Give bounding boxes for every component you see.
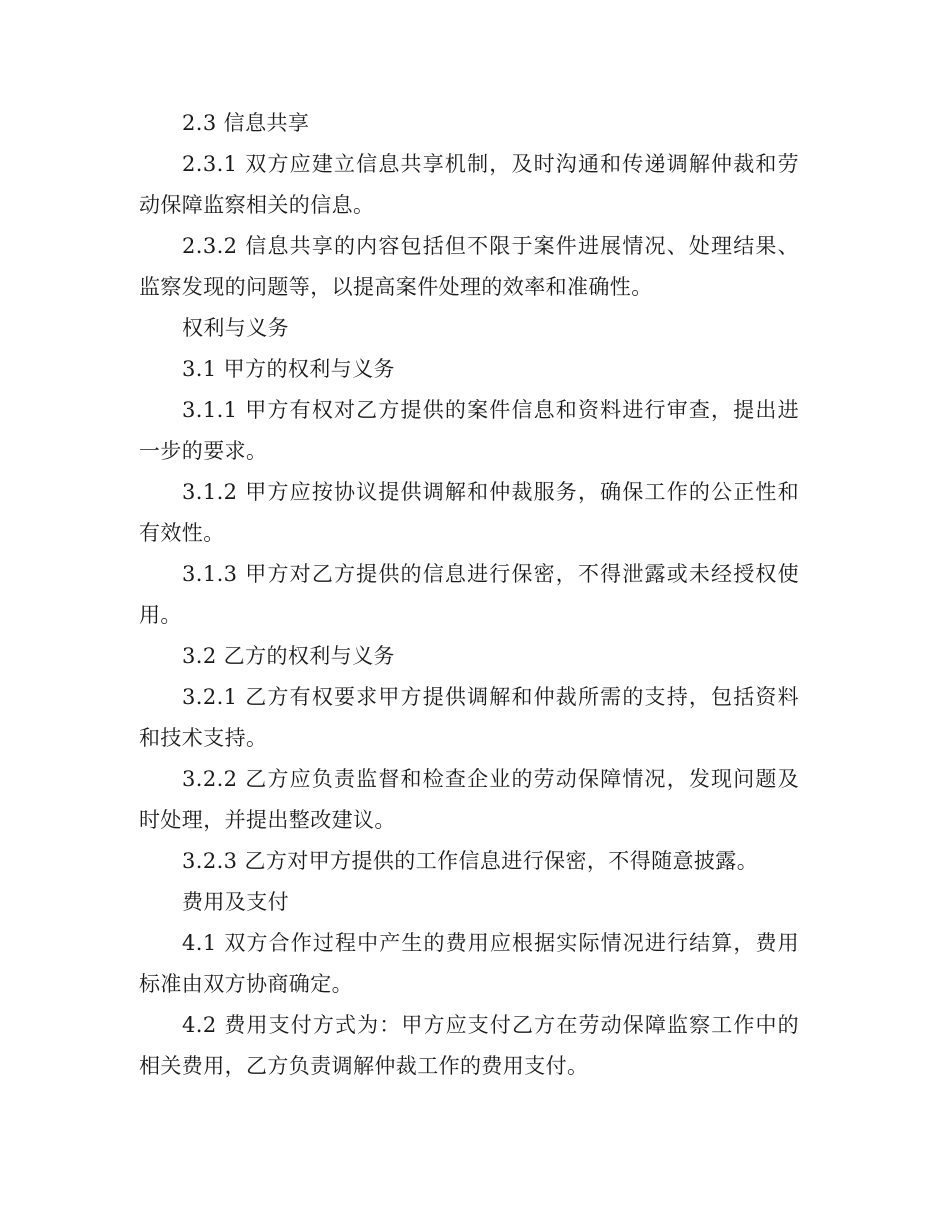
section-heading-rights-obligations: 权利与义务 <box>182 316 289 340</box>
clause-3-1-1: 3.1.1 甲方有权对乙方提供的案件信息和资料进行审查，提出进一步的要求。 <box>139 398 799 463</box>
section-heading-fees-payment: 费用及支付 <box>182 890 289 914</box>
clause-4-1: 4.1 双方合作过程中产生的费用应根据实际情况进行结算，费用标准由双方协商确定。 <box>139 931 799 996</box>
clause-2-3-2: 2.3.2 信息共享的内容包括但不限于案件进展情况、处理结果、监察发现的问题等，以提高案件处理的效率和准确性。 <box>139 234 799 299</box>
section-heading-2-3: 2.3 信息共享 <box>182 111 310 135</box>
document-body <box>139 103 799 1087</box>
section-heading-3-2: 3.2 乙方的权利与义务 <box>182 644 395 668</box>
clause-3-1-3: 3.1.3 甲方对乙方提供的信息进行保密，不得泄露或未经授权使用。 <box>139 562 799 627</box>
clause-3-2-2: 3.2.2 乙方应负责监督和检查企业的劳动保障情况，发现问题及时处理，并提出整改建议。 <box>139 767 799 832</box>
clause-3-2-3: 3.2.3 乙方对甲方提供的工作信息进行保密，不得随意披露。 <box>182 849 759 873</box>
clause-3-1-2: 3.1.2 甲方应按协议提供调解和仲裁服务，确保工作的公正性和有效性。 <box>139 480 799 545</box>
clause-2-3-1: 2.3.1 双方应建立信息共享机制，及时沟通和传递调解仲裁和劳动保障监察相关的信息。 <box>139 152 799 217</box>
section-heading-3-1: 3.1 甲方的权利与义务 <box>182 357 395 381</box>
clause-3-2-1: 3.2.1 乙方有权要求甲方提供调解和仲裁所需的支持，包括资料和技术支持。 <box>139 685 799 750</box>
clause-4-2: 4.2 费用支付方式为：甲方应支付乙方在劳动保障监察工作中的相关费用，乙方负责调解仲裁工作的费用支付。 <box>139 1013 799 1078</box>
